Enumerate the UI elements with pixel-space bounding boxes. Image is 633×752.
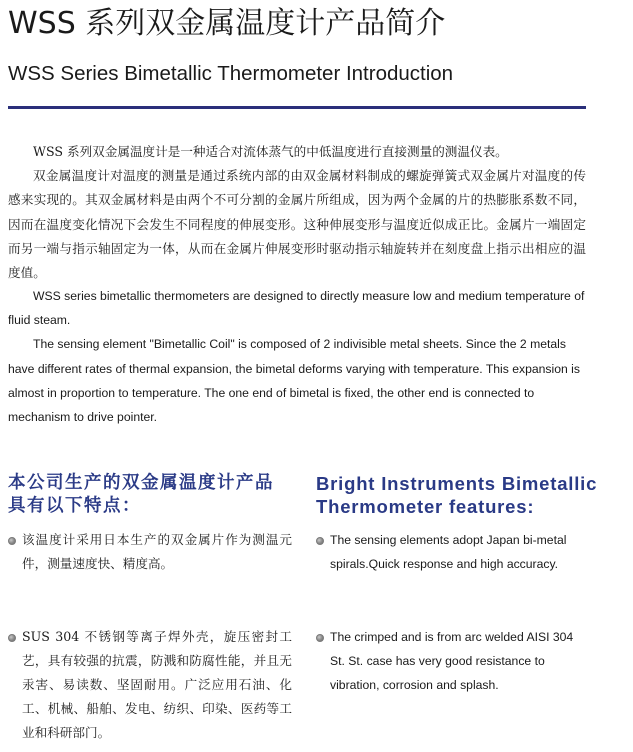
features-en-column (316, 472, 616, 692)
features-cn-heading: 本公司生产的双金属温度计产品具有以下特点： (8, 473, 274, 516)
intro-cn-paragraph-1: WSS 系列双金属温度计是一种适合对流体蒸气的中低温度进行直接测量的测温仪表。 (33, 144, 508, 159)
title-divider (8, 106, 586, 109)
features-cn-item (8, 625, 292, 745)
page-title-cn: WSS 系列双金属温度计产品简介 (8, 6, 446, 41)
features-en-item (316, 625, 588, 697)
bullet-icon (8, 537, 16, 545)
features-cn-item-text: 该温度计采用日本生产的双金属片作为测温元件，测量速度快、精度高。 (22, 532, 292, 571)
bullet-icon (8, 634, 16, 642)
intro-en-paragraph-1: WSS series bimetallic thermometers are designed to directly measure low and medium temperature of fluid steam. (8, 289, 585, 328)
intro-cn-paragraph-2: 双金属温度计对温度的测量是通过系统内部的由双金属材料制成的螺旋弹簧式双金属片对温度的传感来实现的。其双金属材料是由两个不可分割的金属片所组成，因为两个金属的片的热膨胀系数不同，因而在温度变化情况下会发生不同程度的伸展变形。这种伸展变形与温度近似成正比。金属片一端固定而另一端与指示轴固定为一体，从而在金属片伸展变形时驱动指示轴旋转并在刻度盘上指示出相应的温度值。 (8, 168, 586, 281)
intro-en-paragraph-2: The sensing element "Bimetallic Coil" is composed of 2 indivisible metal sheets. Since the 2 metals have different rates of thermal expansion, the bimetal deforms varying with temperature. This expansion is almost in proportion to temperature. The one end of bimetal is fixed, the other end is connected to mechanism to drive pointer. (8, 337, 580, 425)
features-cn-item-text: SUS 304 不锈钢等离子焊外壳，旋压密封工艺，具有较强的抗震，防溅和防腐性能，并且无汞害、易读数、坚固耐用。广泛应用石油、化工、机械、船舶、发电、纺织、印染、医药等工业和科研部门。 (22, 629, 292, 740)
page-title-en: WSS Series Bimetallic Thermometer Introduction (8, 62, 454, 85)
features-en-item-text: The sensing elements adopt Japan bi-metal spirals.Quick response and high accuracy. (330, 533, 567, 571)
features-en-item (316, 528, 588, 576)
bullet-icon (316, 537, 324, 545)
intro-cn-section (8, 140, 586, 285)
intro-en-section (8, 284, 588, 429)
features-en-item-text: The crimped and is from arc welded AISI 304 St. St. case has very good resistance to vibration, corrosion and splash. (330, 630, 574, 692)
features-cn-item (8, 528, 292, 576)
features-en-heading: Bright Instruments Bimetallic Thermometer features: (316, 473, 598, 517)
features-cn-column (8, 472, 292, 740)
bullet-icon (316, 634, 324, 642)
